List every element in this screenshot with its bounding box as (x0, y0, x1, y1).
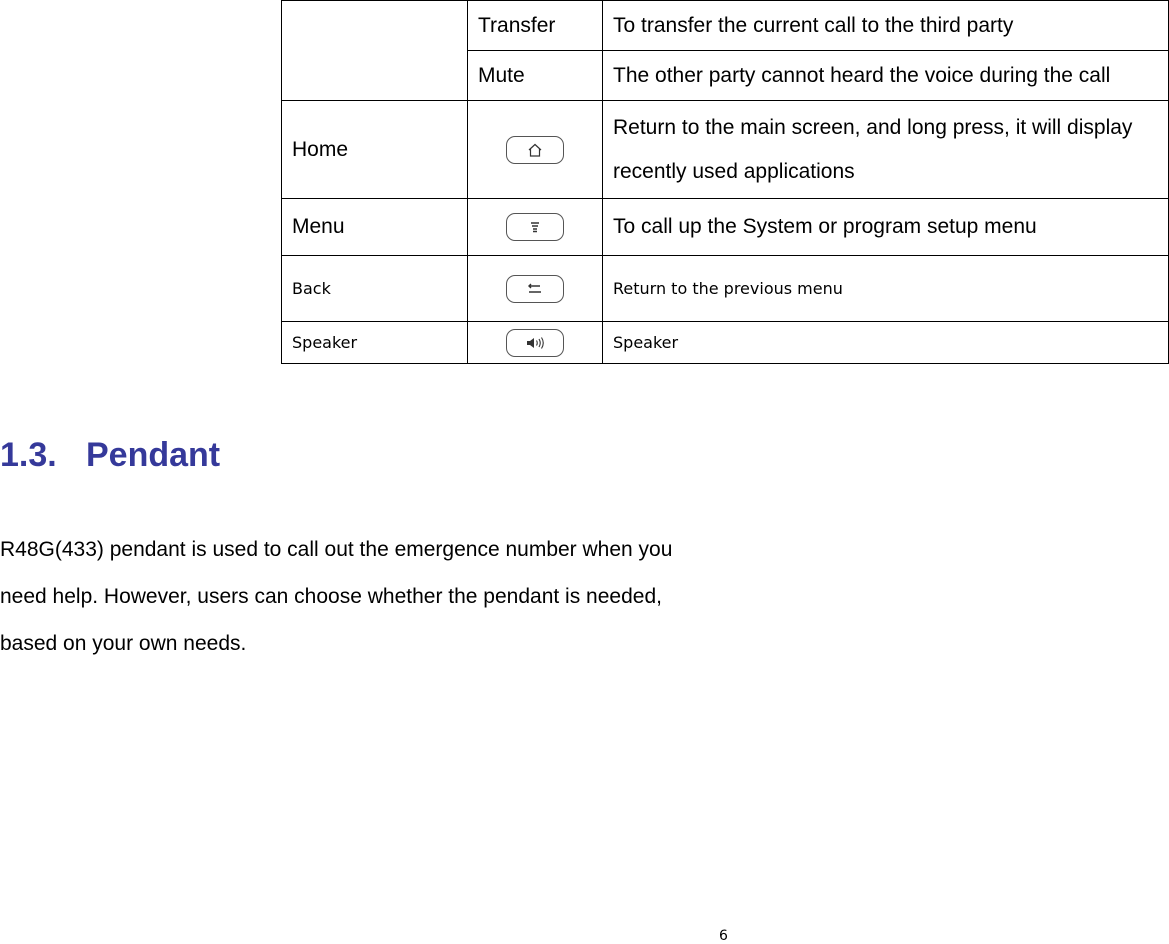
table-cell-icon (468, 322, 603, 364)
speaker-icon (525, 336, 545, 350)
table-row (282, 199, 1169, 256)
speaker-button-icon (506, 329, 564, 357)
key-function-table (281, 0, 1169, 364)
page-number: 6 (719, 928, 728, 944)
table-cell-action: The other party cannot heard the voice during the call (603, 51, 1169, 101)
section-heading (0, 436, 220, 475)
table-row (282, 322, 1169, 364)
paragraph-line: based on your own needs. (0, 632, 247, 655)
home-button-icon (506, 136, 564, 164)
table-cell-desc: Return to the previous menu (603, 256, 1169, 322)
table-cell-key: Transfer (468, 1, 603, 51)
table-row (282, 1, 1169, 51)
table-cell-name: Menu (282, 199, 468, 256)
table-cell-name: Home (282, 101, 468, 199)
table-cell-name: Back (282, 256, 468, 322)
table-cell-desc: Return to the main screen, and long press, it will display recently used applications (603, 101, 1169, 199)
table-cell-empty (282, 1, 468, 101)
table-cell-icon (468, 199, 603, 256)
section-title: Pendant (86, 436, 221, 474)
table-row (282, 256, 1169, 322)
back-button-icon (506, 275, 564, 303)
table-cell-icon (468, 256, 603, 322)
table-cell-desc: To call up the System or program setup menu (603, 199, 1169, 256)
home-icon (527, 143, 543, 157)
table-cell-key: Mute (468, 51, 603, 101)
menu-button-icon (506, 213, 564, 241)
table-row (282, 101, 1169, 199)
paragraph-line: need help. However, users can choose whether the pendant is needed, (0, 585, 662, 608)
back-icon (526, 283, 544, 295)
body-paragraph (0, 526, 820, 667)
table-cell-icon (468, 101, 603, 199)
section-number: 1.3. (0, 436, 57, 474)
paragraph-line: R48G(433) pendant is used to call out the emergence number when you (0, 538, 673, 561)
table-cell-action: To transfer the current call to the third party (603, 1, 1169, 51)
table-cell-desc: Speaker (603, 322, 1169, 364)
menu-icon (529, 221, 541, 233)
table-cell-name: Speaker (282, 322, 468, 364)
